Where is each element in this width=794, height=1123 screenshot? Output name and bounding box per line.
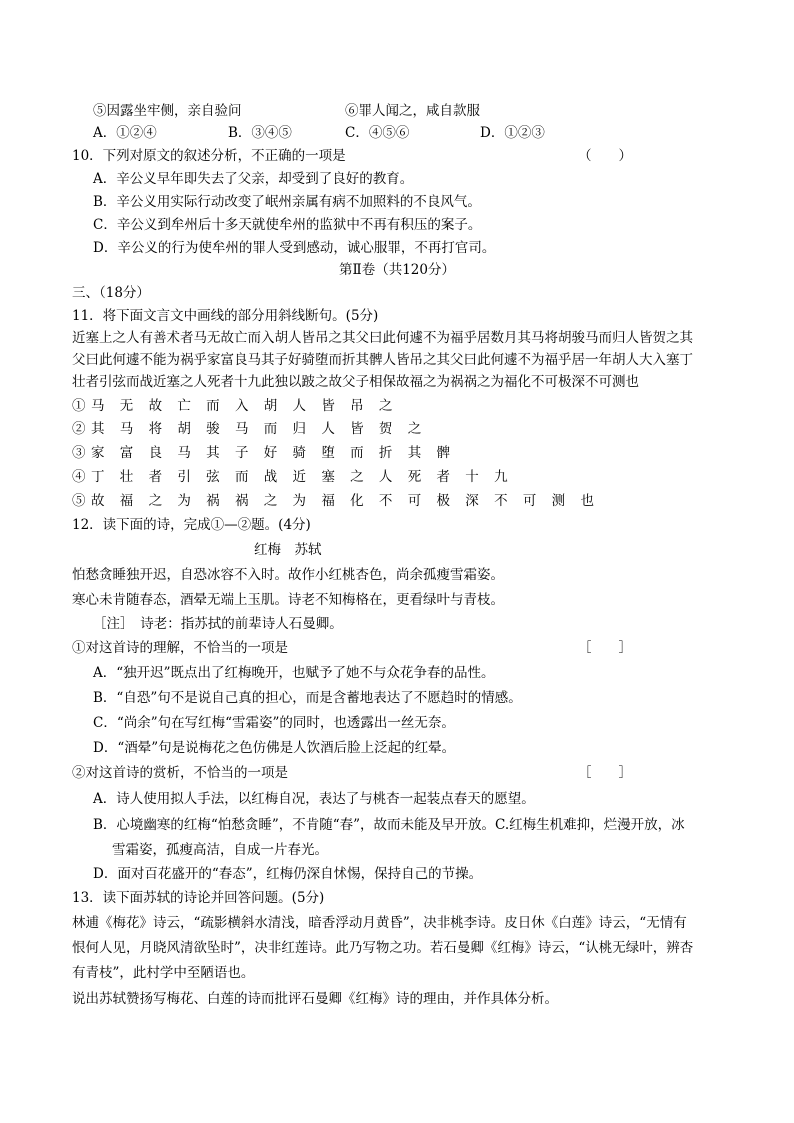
q11-passage-line-2: 父曰此何遽不能为祸乎家富良马其子好骑堕而折其髀人皆吊之其父曰此何遽不为福乎居一年胡人大入塞丁 [72, 352, 693, 368]
q9-choice-a: A．①②④ [93, 125, 157, 141]
q12-sub2-stem: ②对这首诗的赏析，不恰当的一项是 [72, 765, 288, 781]
q11-passage-line-1: 近塞上之人有善术者马无故亡而入胡人皆吊之其父曰此何遽不为福乎居数月其马将胡骏马而归人皆贺之其 [72, 330, 693, 346]
q9-option-6: ⑥罪人闻之，咸自款服 [345, 103, 480, 119]
q12-sub1-choice-d: D．“酒晕”句是说梅花之色仿佛是人饮酒后脸上泛起的红晕。 [93, 740, 456, 756]
q11-passage-line-3: 壮者引弦而战近塞之人死者十九此独以跛之故父子相保故福之为祸祸之为福化不可极深不可测也 [72, 374, 639, 390]
q9-option-5: ⑤因露坐牢侧，亲自验问 [93, 103, 242, 119]
q13-passage-line-2: 恨何人见，月晓风清欲坠时”，决非红莲诗。此乃写物之功。若石曼卿《红梅》诗云，“认桃无绿叶，辨杏 [72, 940, 694, 956]
q12-sub2-choice-a: A．诗人使用拟人手法，以红梅自况，表达了与桃杏一起装点春天的愿望。 [93, 791, 535, 807]
q9-choice-b: B．③④⑤ [228, 125, 292, 141]
poem-line-2: 寒心未肯随春态，酒晕无端上玉肌。诗老不知梅格在，更看绿叶与青枝。 [72, 592, 504, 608]
q10-choice-d: D．辛公义的行为使牟州的罪人受到感动，诚心服罪，不再打官司。 [93, 240, 496, 256]
q13-passage-line-1: 林逋《梅花》诗云，“疏影横斜水清浅，暗香浮动月黄昏”，决非桃李诗。皮日休《白莲》诗云，“无情有 [72, 915, 687, 931]
q12-sub1-bracket: ［ ］ [578, 640, 632, 656]
q9-choice-d: D．①②③ [480, 125, 545, 141]
q10-choice-c: C．辛公义到牟州后十多天就使牟州的监狱中不再有积压的案子。 [93, 217, 482, 233]
q11-item-1: ①马 无 故 亡 而 入 胡 人 皆 吊 之 [72, 398, 398, 414]
q11-item-5: ⑤故 福 之 为 祸 祸 之 为 福 化 不 可 极 深 不 可 测 也 [72, 493, 600, 509]
q10-stem: 10．下列对原文的叙述分析，不正确的一项是 [72, 148, 346, 164]
q12-sub2-bracket: ［ ］ [578, 765, 632, 781]
part2-title: 第Ⅱ卷（共120分） [339, 262, 455, 278]
q9-choice-c: C．④⑤⑥ [345, 125, 410, 141]
q11-item-2: ②其 马 将 胡 骏 马 而 归 人 皆 贺 之 [72, 421, 427, 437]
q13-stem: 13．读下面苏轼的诗论并回答问题。(5分) [72, 890, 325, 906]
q11-item-4: ④丁 壮 者 引 弦 而 战 近 塞 之 人 死 者 十 九 [72, 469, 514, 485]
q11-item-3: ③家 富 良 马 其 子 好 骑 堕 而 折 其 髀 [72, 445, 456, 461]
poem-note: ［注］ 诗老：指苏拭的前辈诗人石曼卿。 [93, 616, 343, 632]
q12-sub1-choice-b: B．“自恐”句不是说自己真的担心，而是含蓄地表达了不愿趋时的情感。 [93, 690, 522, 706]
q12-sub2-choice-b: B．心境幽寒的红梅“怕愁贪睡”，不肯随“春”，故而未能及早开放。C.红梅生机难抑，烂漫开放，冰 [93, 817, 685, 833]
q10-choice-b: B．辛公义用实际行动改变了岷州亲属有病不加照料的不良风气。 [93, 194, 481, 210]
q12-sub2-choice-b-cont: 雪霜姿，孤瘦高洁，自成一片春光。 [112, 842, 328, 858]
q13-passage-line-3: 有青枝”，此村学中至陋语也。 [72, 965, 255, 981]
q11-stem: 11．将下面文言文中画线的部分用斜线断句。(5分) [72, 308, 379, 324]
q12-stem: 12．读下面的诗，完成①—②题。(4分) [72, 517, 311, 533]
q12-sub1-stem: ①对这首诗的理解，不恰当的一项是 [72, 640, 288, 656]
q10-answer-bracket: （ ） [578, 148, 632, 164]
q12-sub1-choice-a: A．“独开迟”既点出了红梅晚开，也赋予了她不与众花争春的品性。 [93, 665, 495, 681]
section3-title: 三、（18分） [72, 285, 150, 301]
q12-sub1-choice-c: C．“尚余”句在写红梅“雪霜姿”的同时，也透露出一丝无奈。 [93, 715, 455, 731]
poem-title: 红梅 苏轼 [254, 542, 322, 558]
poem-line-1: 怕愁贪睡独开迟，自恐冰容不入时。故作小红桃杏色，尚余孤瘦雪霜姿。 [72, 567, 504, 583]
q12-sub2-choice-d: D．面对百花盛开的“春态”，红梅仍深自怵惕，保持自己的节操。 [93, 866, 483, 882]
q10-choice-a: A．辛公义早年即失去了父亲，却受到了良好的教育。 [93, 171, 414, 187]
q13-question: 说出苏轼赞扬写梅花、白莲的诗而批评石曼卿《红梅》诗的理由，并作具体分析。 [72, 991, 558, 1007]
